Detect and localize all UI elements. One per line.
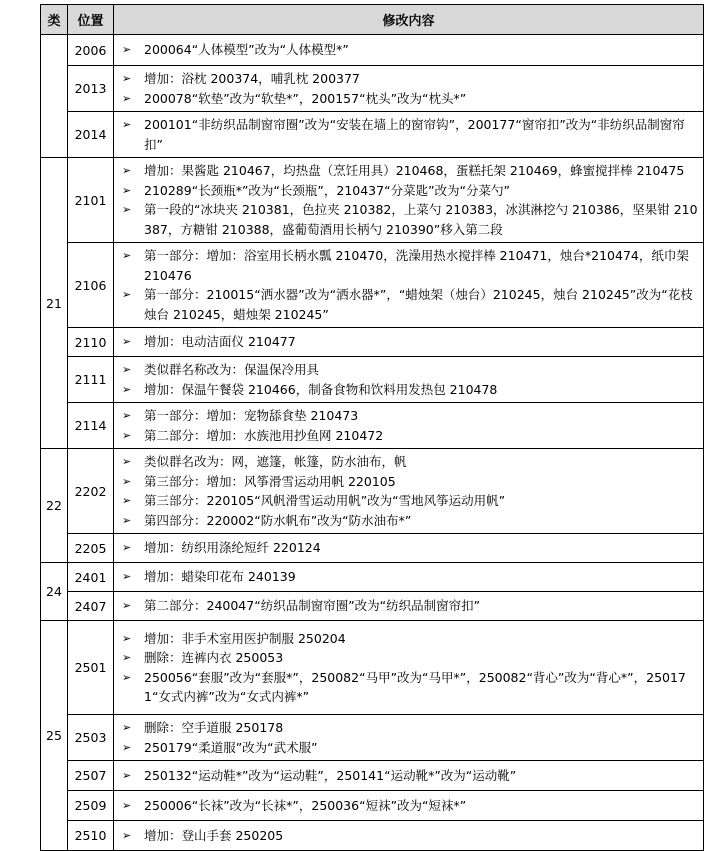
position-cell: 2510 bbox=[68, 821, 114, 851]
content-text: 类似群名改为：网，遮篷，帐篷，防水油布，帆 bbox=[144, 454, 407, 469]
position-cell: 2407 bbox=[68, 592, 114, 621]
position-cell: 2111 bbox=[68, 357, 114, 403]
arrow-bullet-icon: ➢ bbox=[122, 768, 132, 782]
content-line bbox=[120, 40, 699, 60]
content-text: 250006“长袜”改为“长袜*”，250036“短袜”改为“短袜*” bbox=[144, 797, 467, 813]
arrow-bullet-icon: ➢ bbox=[122, 798, 132, 812]
position-cell: 2501 bbox=[68, 621, 114, 715]
content-line bbox=[120, 718, 699, 738]
content-text: 200078“软垫”改为“软垫*”，200157“枕头”改为“枕头*” bbox=[144, 90, 467, 106]
content-line bbox=[120, 246, 699, 285]
header-position: 位置 bbox=[68, 5, 114, 35]
content-text: 增加：蜡染印花布 240139 bbox=[144, 569, 296, 585]
content-line bbox=[120, 200, 699, 239]
category-cell: 24 bbox=[41, 563, 68, 621]
content-line bbox=[120, 648, 699, 668]
content-cell bbox=[114, 35, 704, 66]
category-cell: 22 bbox=[41, 449, 68, 563]
table-row bbox=[41, 403, 704, 449]
content-text: 第一段的“冰块夹 210381，色拉夹 210382，上菜勺 210383，冰淇淋挖勺 210386，坚果钳 210387，方糖钳 210388，盛葡萄酒用长柄勺 210390”移入第二段 bbox=[144, 202, 698, 237]
arrow-bullet-icon: ➢ bbox=[122, 474, 132, 488]
header-content: 修改内容 bbox=[114, 5, 704, 35]
content-cell bbox=[114, 66, 704, 112]
content-cell bbox=[114, 112, 704, 158]
content-cell bbox=[114, 791, 704, 821]
arrow-bullet-icon: ➢ bbox=[122, 428, 132, 442]
content-text: 增加：登山手套 250205 bbox=[144, 827, 284, 843]
content-text: 增加：电动洁面仪 210477 bbox=[144, 334, 296, 350]
table-row bbox=[41, 791, 704, 821]
category-cell: 21 bbox=[41, 158, 68, 449]
position-cell: 2114 bbox=[68, 403, 114, 449]
content-line bbox=[120, 472, 699, 492]
arrow-bullet-icon: ➢ bbox=[122, 382, 132, 396]
table-row bbox=[41, 449, 704, 534]
arrow-bullet-icon: ➢ bbox=[122, 335, 132, 349]
content-cell bbox=[114, 449, 704, 534]
content-text: 增加：纺织用涤纶短纤 220124 bbox=[144, 540, 321, 556]
arrow-bullet-icon: ➢ bbox=[122, 91, 132, 105]
content-text: 增加：保温午餐袋 210466，制备食物和饮料用发热包 210478 bbox=[144, 381, 498, 397]
arrow-bullet-icon: ➢ bbox=[122, 721, 132, 734]
table-row bbox=[41, 715, 704, 761]
content-text: 第一部分：增加：浴室用长柄水瓢 210470，洗澡用热水搅拌棒 210471，烛台*210474，纸巾架 210476 bbox=[144, 248, 693, 283]
arrow-bullet-icon: ➢ bbox=[122, 570, 132, 584]
content-line bbox=[120, 491, 699, 511]
content-text: 200101“非纺织品制窗帘圈”改为“安装在墙上的窗帘钩”，200177“窗帘扣”改为“非纺织品制窗帘扣” bbox=[144, 117, 685, 152]
content-line bbox=[120, 89, 699, 109]
position-cell: 2101 bbox=[68, 158, 114, 243]
content-text: 删除：连裤内衣 250053 bbox=[144, 650, 284, 665]
content-text: 第一部分：增加：宠物舔食垫 210473 bbox=[144, 408, 359, 423]
table-row bbox=[41, 621, 704, 715]
header-category: 类 bbox=[41, 5, 68, 35]
modification-table bbox=[40, 4, 704, 851]
content-line bbox=[120, 426, 699, 446]
content-cell bbox=[114, 403, 704, 449]
content-text: 250056“套服”改为“套服*”，250082“马甲”改为“马甲*”，250082“背心”改为“背心*”，250171“女式内裤”改为“女式内裤*” bbox=[144, 669, 686, 704]
content-line bbox=[120, 360, 699, 380]
content-cell bbox=[114, 761, 704, 791]
position-cell: 2507 bbox=[68, 761, 114, 791]
content-cell bbox=[114, 563, 704, 592]
position-cell: 2509 bbox=[68, 791, 114, 821]
arrow-bullet-icon: ➢ bbox=[122, 164, 132, 177]
arrow-bullet-icon: ➢ bbox=[122, 740, 132, 754]
content-cell bbox=[114, 592, 704, 621]
content-text: 250132“运动鞋*”改为“运动鞋”，250141“运动靴*”改为“运动靴” bbox=[144, 767, 517, 783]
content-text: 第三部分：增加：风筝滑雪运动用帆 220105 bbox=[144, 473, 396, 489]
position-cell: 2202 bbox=[68, 449, 114, 534]
content-line bbox=[120, 69, 699, 89]
content-line bbox=[120, 796, 699, 816]
position-cell: 2205 bbox=[68, 534, 114, 563]
arrow-bullet-icon: ➢ bbox=[122, 183, 132, 197]
content-text: 删除：空手道服 250178 bbox=[144, 720, 284, 735]
table-row bbox=[41, 35, 704, 66]
arrow-bullet-icon: ➢ bbox=[122, 513, 132, 527]
content-text: 类似群名称改为：保温保冷用具 bbox=[144, 362, 320, 377]
content-cell bbox=[114, 158, 704, 243]
table-row bbox=[41, 112, 704, 158]
arrow-bullet-icon: ➢ bbox=[122, 118, 132, 131]
table-row bbox=[41, 357, 704, 403]
content-line bbox=[120, 285, 699, 324]
position-cell: 2106 bbox=[68, 243, 114, 328]
arrow-bullet-icon: ➢ bbox=[122, 670, 132, 684]
header-row bbox=[41, 5, 704, 35]
content-line bbox=[120, 115, 699, 154]
content-line bbox=[120, 511, 699, 531]
category-cell: 25 bbox=[41, 621, 68, 851]
content-text: 增加：非手术室用医护制服 250204 bbox=[144, 630, 346, 646]
content-text: 210289“长颈瓶*”改为“长颈瓶”，210437“分菜匙”改为“分菜勺” bbox=[144, 182, 510, 198]
arrow-bullet-icon: ➢ bbox=[122, 363, 132, 376]
content-line bbox=[120, 538, 699, 558]
content-line bbox=[120, 668, 699, 707]
category-cell bbox=[41, 35, 68, 158]
table-row bbox=[41, 592, 704, 621]
position-cell: 2503 bbox=[68, 715, 114, 761]
arrow-bullet-icon: ➢ bbox=[122, 203, 132, 216]
arrow-bullet-icon: ➢ bbox=[122, 599, 132, 613]
arrow-bullet-icon: ➢ bbox=[122, 828, 132, 842]
table-row bbox=[41, 243, 704, 328]
content-cell bbox=[114, 621, 704, 715]
content-text: 第四部分：220002“防水帆布”改为“防水油布*” bbox=[144, 512, 412, 528]
arrow-bullet-icon: ➢ bbox=[122, 288, 132, 301]
table-row bbox=[41, 563, 704, 592]
content-cell bbox=[114, 243, 704, 328]
arrow-bullet-icon: ➢ bbox=[122, 409, 132, 422]
content-line bbox=[120, 766, 699, 786]
content-line bbox=[120, 596, 699, 616]
table-row bbox=[41, 534, 704, 563]
arrow-bullet-icon: ➢ bbox=[122, 455, 132, 468]
arrow-bullet-icon: ➢ bbox=[122, 72, 132, 85]
content-text: 第二部分：增加：水族池用抄鱼网 210472 bbox=[144, 427, 384, 443]
content-line bbox=[120, 181, 699, 201]
content-text: 第二部分：240047“纺织品制窗帘圈”改为“纺织品制窗帘扣” bbox=[144, 598, 481, 614]
arrow-bullet-icon: ➢ bbox=[122, 631, 132, 645]
content-line bbox=[120, 452, 699, 472]
content-text: 250179“柔道服”改为“武术服” bbox=[144, 739, 318, 755]
content-text: 第一部分：210015“洒水器”改为“洒水器*”，“蜡烛架（烛台）210245，烛台 210245”改为“花枝烛台 210245，蜡烛架 210245” bbox=[144, 287, 693, 322]
content-text: 第三部分：220105“风帆滑雪运动用帆”改为“雪地风筝运动用帆” bbox=[144, 493, 506, 508]
position-cell: 2014 bbox=[68, 112, 114, 158]
table-row bbox=[41, 66, 704, 112]
arrow-bullet-icon: ➢ bbox=[122, 494, 132, 507]
content-cell bbox=[114, 715, 704, 761]
content-text: 200064“人体模型”改为“人体模型*” bbox=[144, 42, 349, 58]
arrow-bullet-icon: ➢ bbox=[122, 43, 132, 57]
arrow-bullet-icon: ➢ bbox=[122, 541, 132, 555]
content-line bbox=[120, 629, 699, 649]
table-row bbox=[41, 761, 704, 791]
content-line bbox=[120, 567, 699, 587]
position-cell: 2013 bbox=[68, 66, 114, 112]
content-cell bbox=[114, 357, 704, 403]
content-line bbox=[120, 738, 699, 758]
position-cell: 2110 bbox=[68, 328, 114, 357]
arrow-bullet-icon: ➢ bbox=[122, 249, 132, 262]
arrow-bullet-icon: ➢ bbox=[122, 651, 132, 664]
table-row bbox=[41, 328, 704, 357]
position-cell: 2006 bbox=[68, 35, 114, 66]
content-text: 增加：浴枕 200374，哺乳枕 200377 bbox=[144, 71, 360, 86]
content-line bbox=[120, 332, 699, 352]
content-line bbox=[120, 380, 699, 400]
content-line bbox=[120, 406, 699, 426]
content-line bbox=[120, 161, 699, 181]
content-text: 增加：果酱匙 210467，均热盘（烹饪用具）210468，蛋糕托架 210469，蜂蜜搅拌棒 210475 bbox=[144, 163, 685, 178]
content-cell bbox=[114, 534, 704, 563]
table-row bbox=[41, 158, 704, 243]
content-cell bbox=[114, 328, 704, 357]
position-cell: 2401 bbox=[68, 563, 114, 592]
